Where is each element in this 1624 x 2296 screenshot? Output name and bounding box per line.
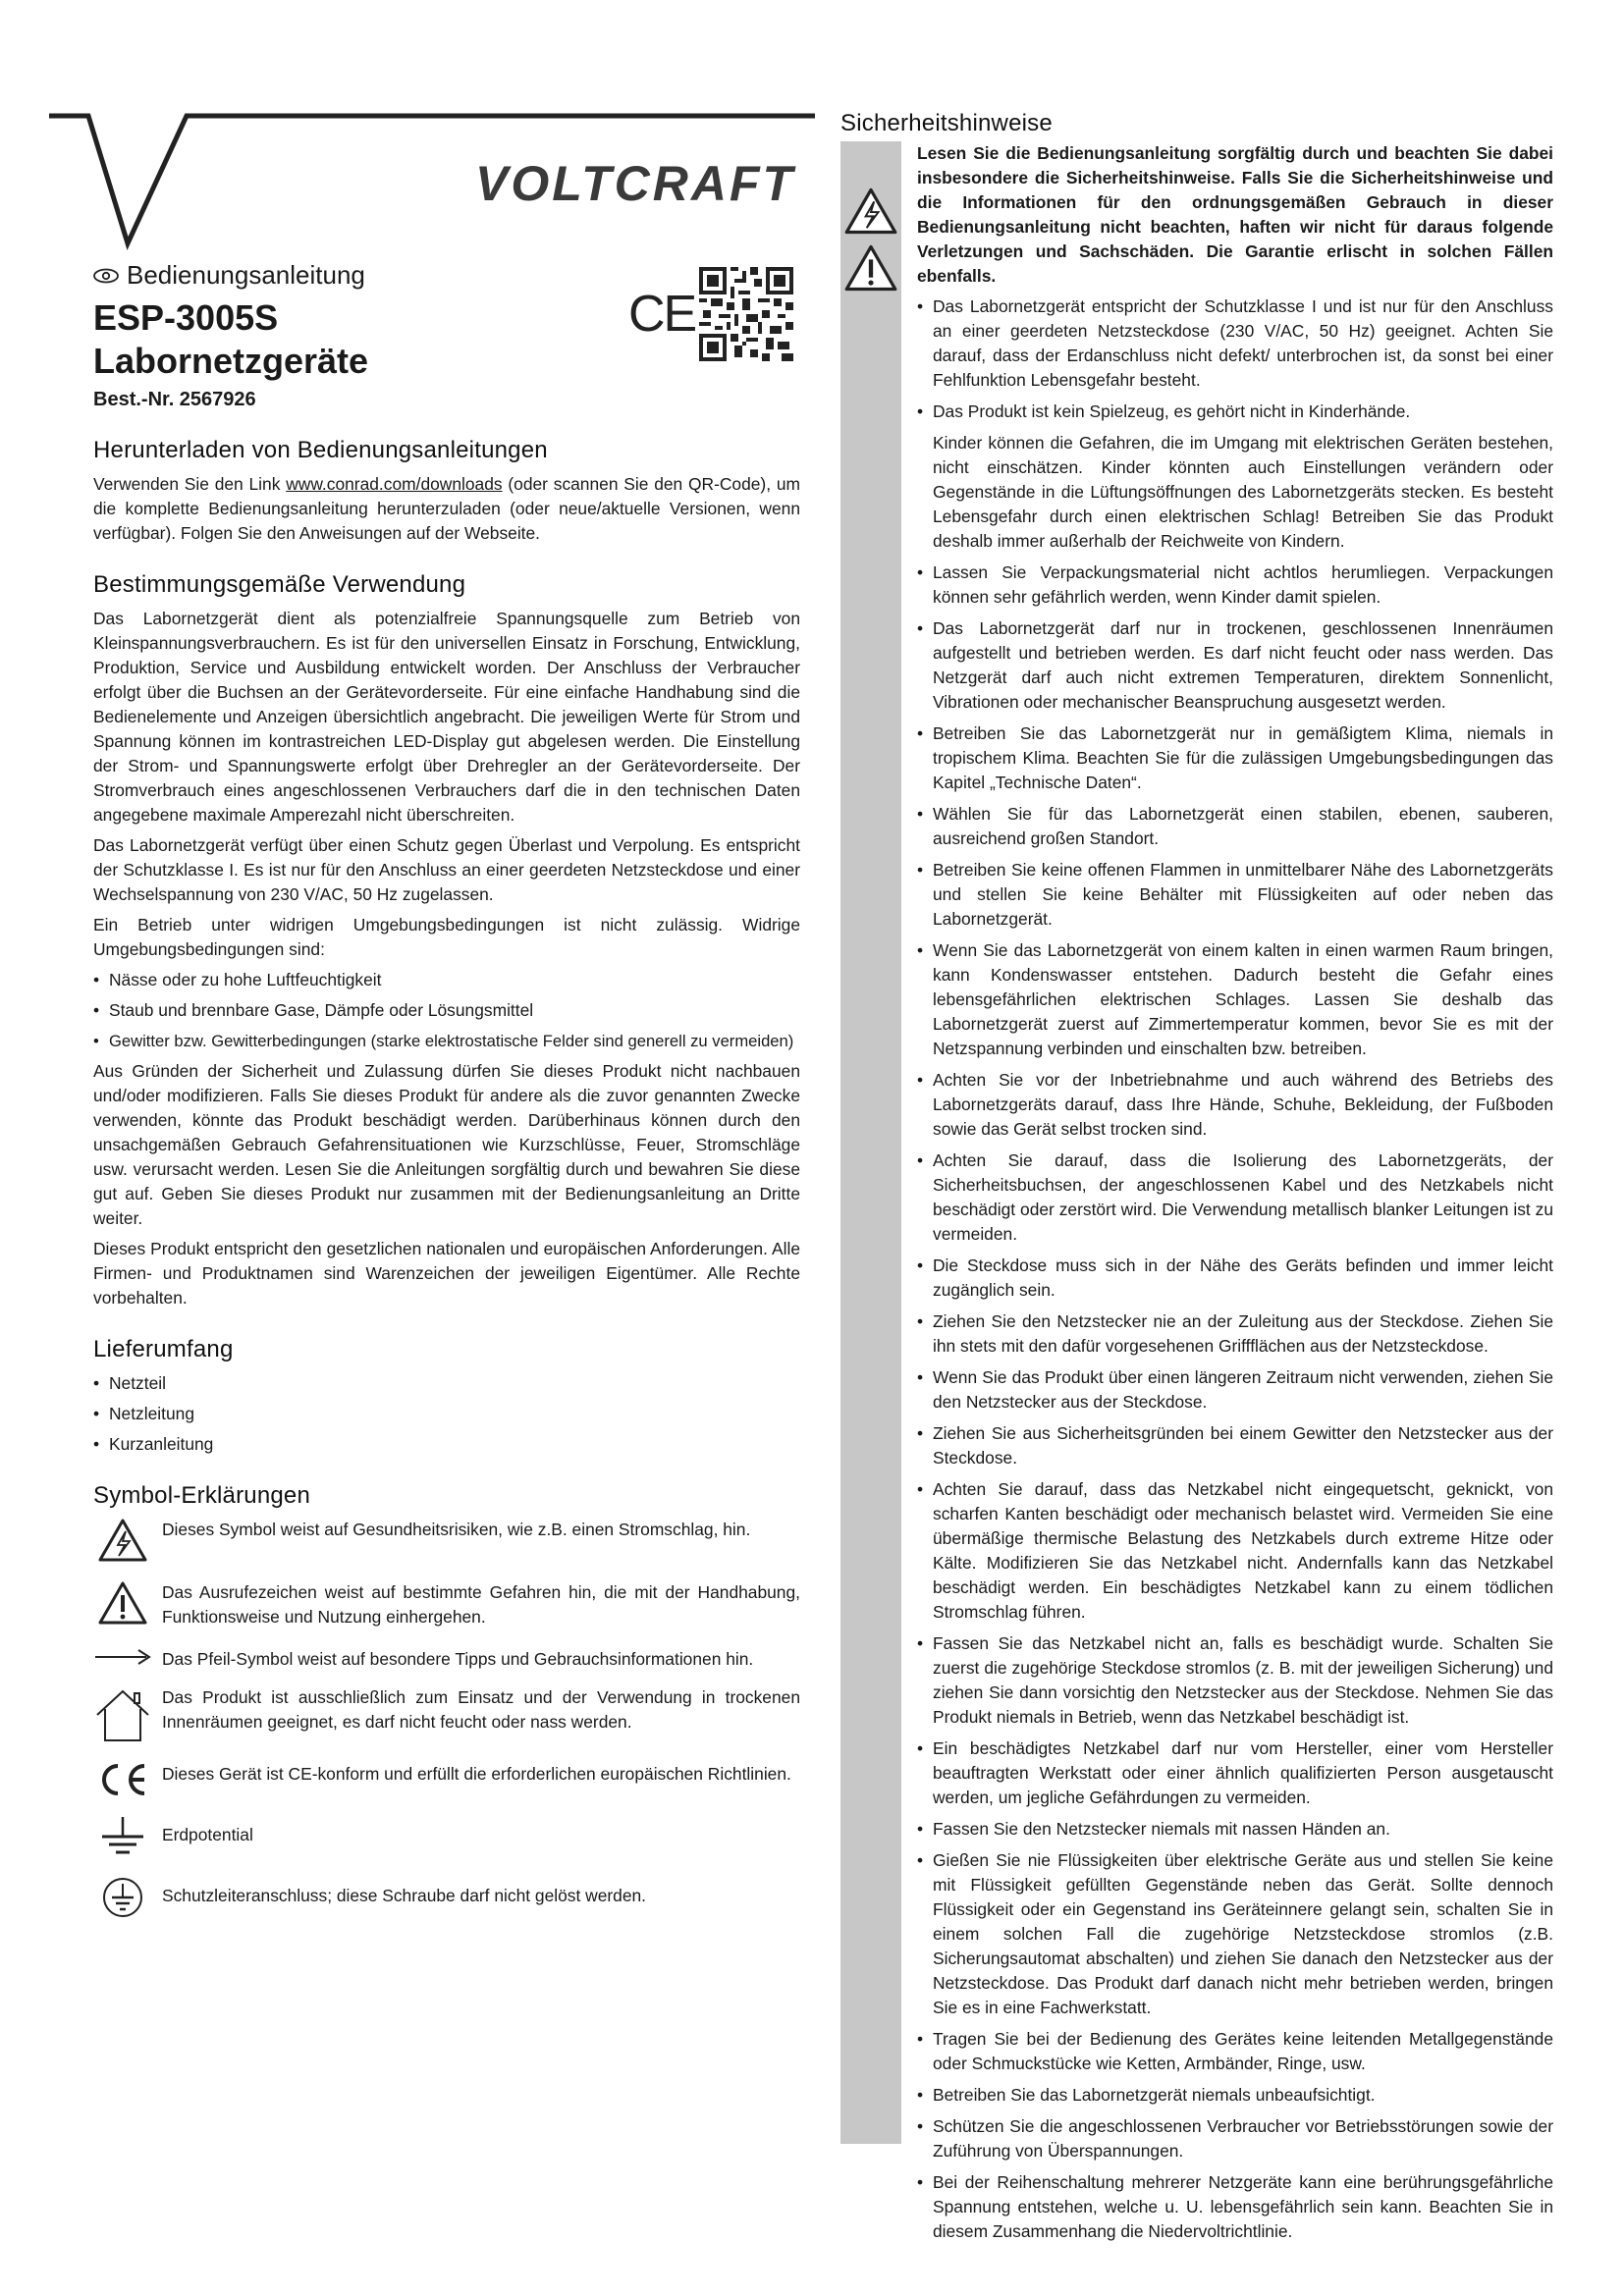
list-item: • Wenn Sie das Produkt über einen längeren Zeitraum nicht verwenden, ziehen Sie den Netzstecker aus der Steckdose. — [917, 1365, 1553, 1415]
safety-block — [840, 141, 1553, 2251]
download-text-before: Verwenden Sie den Link — [93, 474, 287, 494]
symbol-text: Dieses Symbol weist auf Gesundheitsrisiken, wie z.B. einen Stromschlag, hin. — [162, 1520, 751, 1539]
conditions-list — [93, 968, 800, 1053]
safety-list — [917, 294, 1553, 424]
safety-list-continued — [917, 561, 1553, 2244]
list-item: • Fassen Sie den Netzstecker niemals mit nassen Händen an. — [917, 1817, 1553, 1842]
lightning-warning-icon — [843, 187, 898, 236]
delivery-list — [93, 1371, 800, 1457]
manual-label — [93, 260, 800, 291]
list-item: • Fassen Sie das Netzkabel nicht an, falls es beschädigt wurde. Schalten Sie zuerst die zugehörige Steckdose stromlos (z. B. mit der jeweiligen Sicherung) und ziehen Sie dann vorsichtig den Netzstecker aus der Steckdose. Nehmen Sie das Produkt niemals in Betrieb, wenn das Netzkabel beschädigt ist. — [917, 1631, 1553, 1730]
eye-icon — [93, 268, 119, 284]
manual-label-text: Bedienungsanleitung — [127, 260, 365, 290]
list-item: • Achten Sie darauf, dass das Netzkabel nicht eingequetscht, geknickt, von scharfen Kanten beschädigt oder mechanisch belastet wird. Vermeiden Sie eine übermäßige thermische Belastung des Netzkabels durch extreme Hitze oder Kälte. Modifizieren Sie das Netzkabel nicht. Andernfalls kann das Netzkabel beschädigt werden. Ein beschädigtes Netzkabel kann zu einem tödlichen Stromschlag führen. — [917, 1477, 1553, 1625]
list-item: • Ein beschädigtes Netzkabel darf nur vom Hersteller, einer vom Hersteller beauftragten Werkstatt oder einer ähnlich qualifizierten Person ausgetauscht werden, um jegliche Gefährdungen zu vermeiden. — [917, 1736, 1553, 1810]
arrow-icon — [93, 1647, 152, 1667]
symbol-text: Das Produkt ist ausschließlich zum Einsatz und der Verwendung in trockenen Innenräumen geeignet, es darf nicht feucht oder nass werden. — [162, 1687, 800, 1732]
list-item: • Gießen Sie nie Flüssigkeiten über elektrische Geräte aus und stellen Sie keine mit Flüssigkeit gefüllten Gegenstände neben das Gerät. Sollte dennoch Flüssigkeit oder ein Gegenstand ins Geräteinnere gelangt sein, schalten Sie in einem solchen Fall die zugehörige Netzsteckdose stromlos (z.B. Sicherungsautomat abschalten) und ziehen Sie danach den Netzstecker aus der Netzsteckdose. Das Produkt darf danach nicht mehr betrieben werden, bringen Sie es in eine Fachwerkstatt. — [917, 1848, 1553, 2020]
symbol-row — [93, 1685, 800, 1744]
symbol-text: Dieses Gerät ist CE-konform und erfüllt die erforderlichen europäischen Richtlinien. — [162, 1764, 791, 1784]
list-item: • Netzteil — [93, 1371, 800, 1396]
symbol-text: Erdpotential — [162, 1825, 253, 1844]
exclamation-warning-icon — [97, 1580, 148, 1626]
symbol-row — [93, 1876, 800, 1919]
intended-use-heading: Bestimmungsgemäße Verwendung — [93, 571, 466, 598]
list-item: • Ziehen Sie den Netzstecker nie an der Zuleitung aus der Steckdose. Ziehen Sie ihn stets mit den dafür vorgesehenen Griffflächen aus der Netzsteckdose. — [917, 1309, 1553, 1359]
intended-use-p2: Das Labornetzgerät verfügt über einen Schutz gegen Überlast und Verpolung. Es entspricht der Schutzklasse I. Es ist nur für den Anschluss an einer geerdeten Netzsteckdose und einer Wechselspannung von 230 V/AC, 50 Hz zugelassen. — [93, 835, 800, 904]
list-item: • Das Labornetzgerät darf nur in trockenen, geschlossenen Innenräumen aufgestellt und betrieben werden. Es darf nicht feucht oder nass werden. Das Netzgerät darf auch nicht extremen Temperaturen, direktem Sonnenlicht, Vibrationen oder mechanischer Beanspruchung ausgesetzt werden. — [917, 616, 1553, 715]
safety-sidebar — [840, 141, 901, 2144]
right-column — [840, 110, 1553, 2251]
list-item: • Die Steckdose muss sich in der Nähe des Geräts befinden und immer leicht zugänglich sein. — [917, 1254, 1553, 1303]
left-column — [93, 260, 800, 1937]
list-item: • Staub und brennbare Gase, Dämpfe oder Lösungsmittel — [93, 998, 800, 1023]
safety-intro: Lesen Sie die Bedienungsanleitung sorgfältig durch und beachten Sie dabei insbesondere die Sicherheitshinweise. Falls Sie die Sicherheitshinweise und die Informationen für den ordnungsgemäßen Gebrauch in dieser Bedienungsanleitung nicht beachten, haften wir nicht für daraus folgende Verletzungen und Sachschäden. Die Garantie erlischt in solchen Fällen ebenfalls. — [917, 143, 1553, 286]
house-icon — [93, 1685, 152, 1744]
download-heading: Herunterladen von Bedienungsanleitungen — [93, 437, 548, 463]
download-text — [93, 472, 800, 546]
safety-heading: Sicherheitshinweise — [840, 110, 1053, 136]
symbol-row — [93, 1647, 800, 1672]
intended-use-p4: Aus Gründen der Sicherheit und Zulassung dürfen Sie dieses Produkt nicht nachbauen und/oder modifizieren. Falls Sie dieses Produkt für andere als die zuvor genannten Zwecke verwenden, könnte das Produkt beschädigt werden. Darüberhinaus können durch den unsachgemäßen Gebrauch Gefahrensituationen wie Kurzschlüsse, Feuer, Stromschläge usw. verursacht werden. Lesen Sie die Anleitungen sorgfältig durch und bewahren Sie diese gut auf. Geben Sie dieses Produkt nur zusammen mit der Bedienungsanleitung an Dritte weiter. — [93, 1061, 800, 1228]
protective-earth-icon — [101, 1876, 144, 1919]
model-title: ESP-3005S — [93, 297, 279, 338]
list-item: • Das Labornetzgerät entspricht der Schutzklasse I und ist nur für den Anschluss an einer geerdeten Netzsteckdose (230 V/AC, 50 Hz) geeignet. Achten Sie darauf, dass der Erdanschluss nicht defekt/ unterbrochen ist, da sonst bei einer Fehlfunktion Lebensgefahr besteht. — [917, 294, 1553, 393]
list-item: • Betreiben Sie das Labornetzgerät niemals unbeaufsichtigt. — [917, 2083, 1553, 2108]
list-item: • Ziehen Sie aus Sicherheitsgründen bei einem Gewitter den Netzstecker aus der Steckdose. — [917, 1421, 1553, 1470]
list-item: • Kurzanleitung — [93, 1432, 800, 1457]
intended-use-p3: Ein Betrieb unter widrigen Umgebungsbedingungen ist nicht zulässig. Widrige Umgebungsbedingungen sind: — [93, 915, 800, 959]
list-item: • Netzleitung — [93, 1402, 800, 1426]
voltcraft-logo: VOLTCRAFT — [475, 156, 796, 211]
list-item: • Gewitter bzw. Gewitterbedingungen (starke elektrostatische Felder sind generell zu vermeiden) — [93, 1029, 800, 1053]
list-item: • Achten Sie vor der Inbetriebnahme und auch während des Betriebs des Labornetzgeräts darauf, dass Ihre Hände, Schuhe, Bekleidung, der Fußboden sowie das Gerät selbst trocken sind. — [917, 1068, 1553, 1142]
order-number: Best.-Nr. 2567926 — [93, 389, 256, 410]
list-item: • Schützen Sie die angeschlossenen Verbraucher vor Betriebsstörungen sowie der Zuführung von Überspannungen. — [917, 2114, 1553, 2163]
list-item: • Lassen Sie Verpackungsmaterial nicht achtlos herumliegen. Verpackungen können sehr gefährlich werden, wenn Kinder damit spielen. — [917, 561, 1553, 610]
symbol-text: Das Pfeil-Symbol weist auf besondere Tipps und Gebrauchsinformationen hin. — [162, 1649, 754, 1669]
symbol-row — [93, 1518, 800, 1563]
list-item: • Bei der Reihenschaltung mehrerer Netzgeräte kann eine berührungsgefährliche Spannung entstehen, welche u. U. lebensgefährlich sein kann. Beachten Sie in diesem Zusammenhang die Niedervoltrichtlinie. — [917, 2170, 1553, 2244]
list-item: • Betreiben Sie keine offenen Flammen in unmittelbarer Nähe des Labornetzgeräts und stellen Sie keine Behälter mit Flüssigkeiten auf oder neben das Labornetzgerät. — [917, 858, 1553, 932]
symbol-text: Das Ausrufezeichen weist auf bestimmte Gefahren hin, die mit der Handhabung, Funktionsweise und Nutzung einhergehen. — [162, 1582, 800, 1627]
product-title: Labornetzgeräte — [93, 341, 369, 381]
lightning-warning-icon — [97, 1518, 148, 1563]
ce-mark: CE — [628, 286, 696, 343]
earth-ground-icon — [98, 1815, 147, 1858]
delivery-heading: Lieferumfang — [93, 1336, 234, 1362]
list-item: • Achten Sie darauf, dass die Isolierung des Labornetzgeräts, der Sicherheitsbuchsen, der angeschlossenen Kabel und des Netzkabels nicht beschädigt oder zerstört wird. Die Verwendung metallisch blanker Leitungen ist zu vermeiden. — [917, 1148, 1553, 1247]
list-item: • Tragen Sie bei der Bedienung des Gerätes keine leitenden Metallgegenstände oder Schmuckstücke wie Ketten, Armbänder, Ringe, usw. — [917, 2027, 1553, 2076]
download-link[interactable]: www.conrad.com/downloads — [286, 474, 503, 494]
exclamation-warning-icon — [843, 243, 898, 293]
ce-icon — [95, 1762, 150, 1797]
symbols-heading: Symbol-Erklärungen — [93, 1482, 311, 1509]
symbol-row — [93, 1580, 800, 1629]
symbol-row — [93, 1815, 800, 1858]
list-item: • Betreiben Sie das Labornetzgerät nur in gemäßigtem Klima, niemals in tropischem Klima. Beachten Sie für die zulässigen Umgebungsbedingungen das Kapitel „Technische Daten“. — [917, 721, 1553, 795]
list-item: • Wenn Sie das Labornetzgerät von einem kalten in einen warmen Raum bringen, kann Kondenswasser entstehen. Dadurch besteht die Gefahr eines lebensgefährlichen elektrischen Schlages. Lassen Sie deshalb das Labornetzgerät zuerst auf Zimmertemperatur kommen, bevor Sie es mit der Netzspannung verbinden und einschalten bzw. betreiben. — [917, 938, 1553, 1061]
list-item: • Nässe oder zu hohe Luftfeuchtigkeit — [93, 968, 800, 992]
download-text-after: (oder scannen Sie den QR-Code), um die komplette Bedienungsanleitung herunterzuladen (oder neue/aktuelle Versionen, wenn verfügbar). Folgen Sie den Anweisungen auf der Webseite. — [93, 474, 800, 543]
symbol-row — [93, 1762, 800, 1797]
list-item: • Das Produkt ist kein Spielzeug, es gehört nicht in Kinderhände. — [917, 400, 1553, 424]
list-item: • Wählen Sie für das Labornetzgerät einen stabilen, ebenen, sauberen, ausreichend großen Standort. — [917, 802, 1553, 851]
intended-use-p1: Das Labornetzgerät dient als potenzialfreie Spannungsquelle zum Betrieb von Kleinspannungsverbrauchern. Es ist für den universellen Einsatz in Forschung, Entwicklung, Produktion, Service und Ausbildung entwickelt worden. Der Anschluss der Verbraucher erfolgt über die Buchsen an der Gerätevorderseite. Für eine einfache Handhabung sind die Bedienelemente und Anzeigen übersichtlich angebracht. Die jeweiligen Werte für Strom und Spannung können im kontrastreichen LED-Display gut abgelesen werden. Die Einstellung der Strom- und Spannungswerte erfolgt über Drehregler an der Gerätevorderseite. Der Stromverbrauch eines angeschlossenen Verbrauchers darf die in den technischen Daten angegebene maximale Amperezahl nicht überschreiten. — [93, 609, 800, 825]
symbol-text: Schutzleiteranschluss; diese Schraube darf nicht gelöst werden. — [162, 1886, 647, 1905]
safety-content — [901, 141, 1553, 2251]
children-note: Kinder können die Gefahren, die im Umgang mit elektrischen Geräten bestehen, nicht einschätzen. Kinder könnten auch Einstellungen verändern oder Gegenstände in die Lüftungsöffnungen des Labornetzgeräts stecken. Es besteht Lebensgefahr durch einen elektrischen Schlag! Betreiben Sie das Produkt deshalb immer außerhalb der Reichweite von Kindern. — [933, 433, 1553, 551]
intended-use-p5: Dieses Produkt entspricht den gesetzlichen nationalen und europäischen Anforderungen. Alle Firmen- und Produktnamen sind Warenzeichen der jeweiligen Eigentümer. Alle Rechte vorbehalten. — [93, 1239, 800, 1308]
